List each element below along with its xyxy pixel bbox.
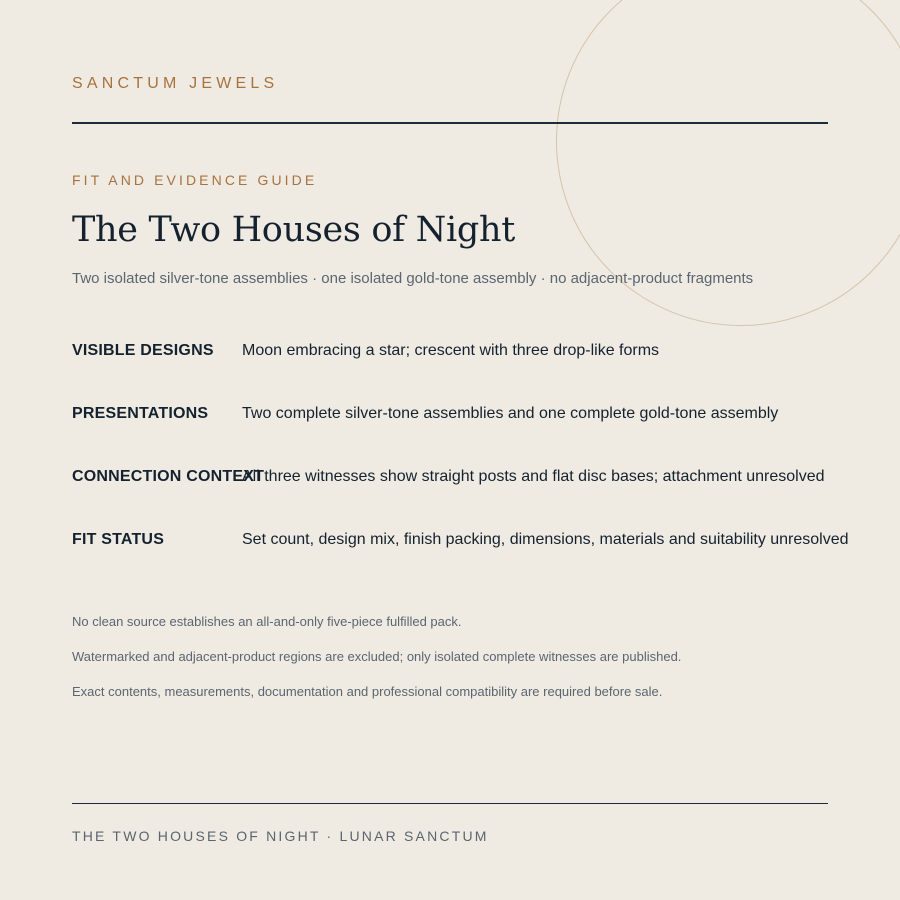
section-eyebrow: FIT AND EVIDENCE GUIDE [72, 172, 318, 188]
page-title: The Two Houses of Night [72, 210, 515, 250]
spec-label: PRESENTATIONS [72, 405, 209, 422]
spec-label: CONNECTION CONTEXT [72, 468, 265, 485]
spec-value: Moon embracing a star; crescent with three drop-like forms [242, 342, 660, 359]
spec-label: VISIBLE DESIGNS [72, 342, 214, 359]
spec-value: Set count, design mix, finish packing, dimensions, materials and suitability unresolved [242, 531, 849, 548]
spec-row-connection-context [72, 468, 872, 490]
note-line: No clean source establishes an all-and-only five-piece fulfilled pack. [72, 614, 462, 629]
page-subtitle: Two isolated silver-tone assemblies · one isolated gold-tone assembly · no adjacent-product fragments [72, 270, 754, 287]
spec-row-presentations [72, 405, 872, 427]
spec-row-fit-status [72, 531, 872, 553]
footer-divider [72, 803, 828, 804]
header-divider [72, 122, 828, 124]
spec-value: All three witnesses show straight posts and flat disc bases; attachment unresolved [242, 468, 825, 485]
footer-text: THE TWO HOUSES OF NIGHT · LUNAR SANCTUM [72, 828, 489, 844]
brand-name: SANCTUM JEWELS [72, 75, 279, 92]
note-line: Watermarked and adjacent-product regions are excluded; only isolated complete witnesses are published. [72, 649, 682, 664]
spec-row-visible-designs [72, 342, 872, 364]
spec-value: Two complete silver-tone assemblies and one complete gold-tone assembly [242, 405, 779, 422]
spec-label: FIT STATUS [72, 531, 165, 548]
note-line: Exact contents, measurements, documentation and professional compatibility are required before sale. [72, 684, 663, 699]
